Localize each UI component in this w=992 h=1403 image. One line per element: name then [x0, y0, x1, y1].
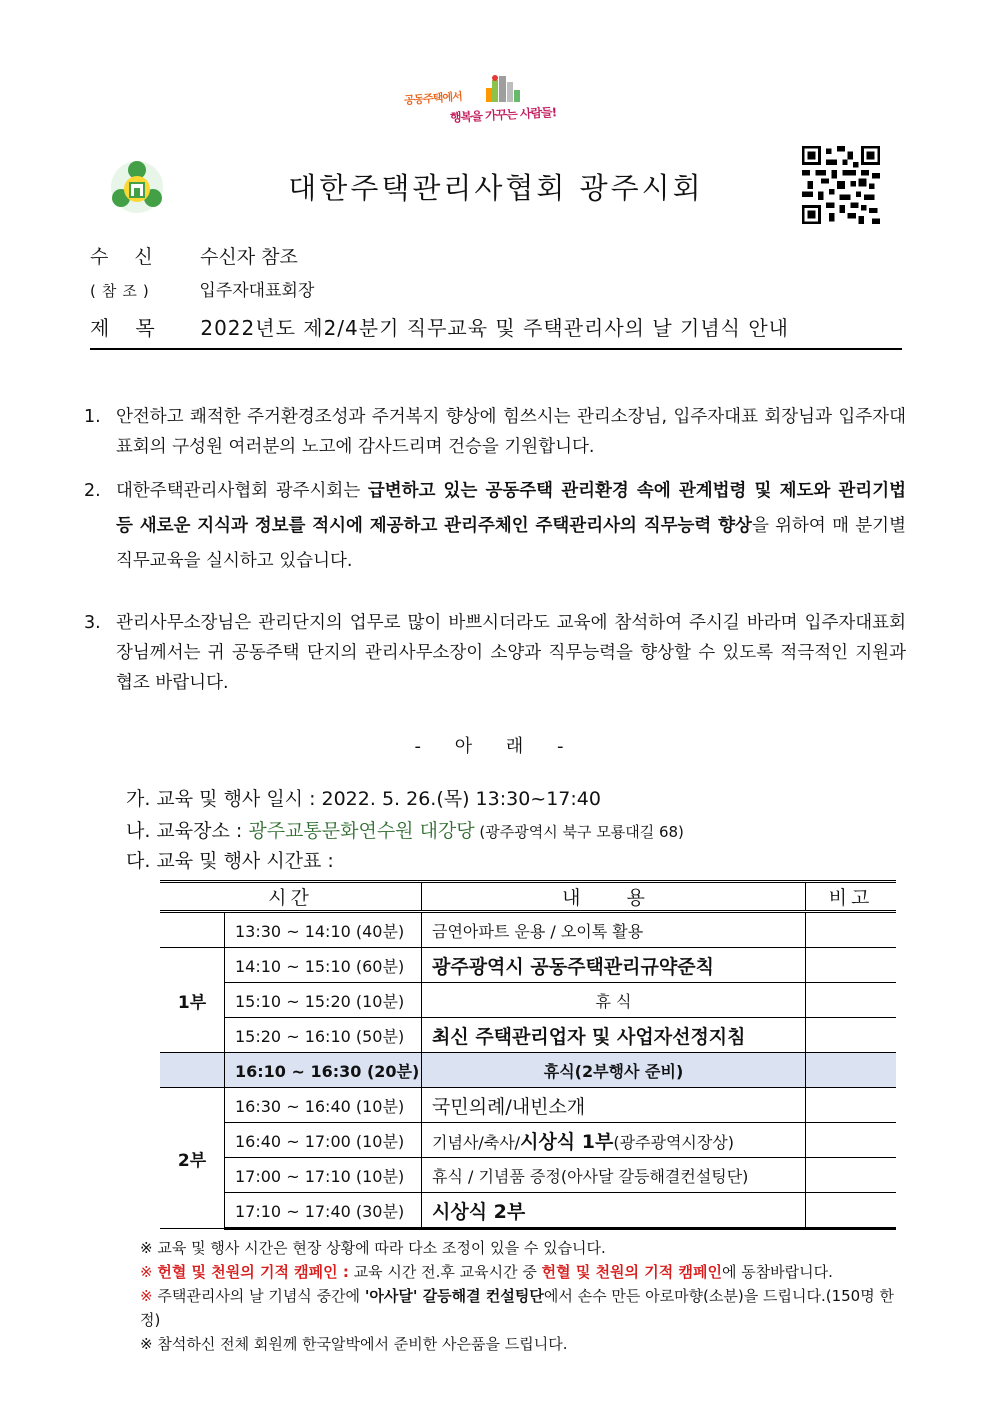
building-icon: [484, 74, 522, 102]
note-text: 에서 손수 만든 아로마향(소분)을 드립니다.(150명 한정): [140, 1287, 894, 1329]
slogan-logo: [400, 72, 590, 132]
row-content: 광주광역시 공동주택관리규약준칙: [422, 948, 806, 983]
row-content: 휴식 / 기념품 증정(아사달 갈등해결컨설팅단): [422, 1158, 806, 1193]
reference-label: (참조): [90, 282, 155, 300]
note-mark: ※: [140, 1263, 153, 1281]
qr-code-icon: [802, 146, 880, 224]
row-time: 16:30 ~ 16:40 (10분): [225, 1088, 422, 1123]
note-text: 교육 시간 전.후 교육시간 중: [348, 1263, 542, 1281]
note-text: 에 동참바랍니다.: [721, 1263, 833, 1281]
row-time: 13:30 ~ 14:10 (40분): [225, 912, 422, 948]
table-row: [160, 1158, 896, 1193]
row-content: 최신 주택관리업자 및 사업자선정지침: [422, 1018, 806, 1053]
note-1: [140, 1236, 910, 1260]
header-divider: [90, 348, 902, 350]
organization-title: 대한주택관리사협회 광주시회: [288, 171, 704, 205]
paragraph-text: 관리사무소장님은 관리단지의 업무로 많이 바쁘시더라도 교육에 참석하여 주시길 바라며 입주자대표회장님께서는 귀 공동주택 단지의 관리사무소장이 소양과 직무능력을 향상할 수 있도록 적극적인 지원과 협조 바랍니다.: [116, 613, 906, 693]
row-content: 휴식(2부행사 준비): [422, 1053, 806, 1088]
row-content: 금연아파트 운용 / 오이톡 활용: [422, 912, 806, 948]
venue-place: 광주교통문화연수원 대강당: [248, 820, 475, 842]
note-text: 주택관리사의 날 기념식 중간에: [157, 1287, 365, 1305]
part-label: 2부: [160, 1088, 225, 1229]
row-content: [422, 1123, 806, 1158]
note-4: [140, 1332, 910, 1356]
row-time: 16:10 ~ 16:30 (20분): [225, 1053, 422, 1088]
content-part: 기념사/축사/: [432, 1132, 521, 1152]
note-mark: ※: [140, 1287, 153, 1305]
reference-value: 입주자대표회장: [199, 281, 315, 301]
row-time: 17:10 ~ 17:40 (30분): [225, 1193, 422, 1229]
note-mark: ※: [140, 1239, 153, 1257]
paragraph-3: [84, 608, 906, 698]
paragraph-text: 을 위하여 매 분기별 직무교육을 실시하고 있습니다.: [116, 516, 906, 571]
recipient-value: 수신자 참조: [200, 246, 298, 268]
note-emphasis: 헌혈 및 천원의 기적 캠페인 :: [157, 1263, 349, 1281]
paragraph-emphasis: 급변하고 있는 공동주택 관리환경 속에 관계법령 및 제도와 관리기법 등 새로운 지식과 정보를 적시에 제공하고 관리주체인 주택관리사의 직무능력 향상: [116, 481, 907, 536]
row-content: 휴 식: [422, 983, 806, 1018]
recipient-row: [90, 242, 298, 269]
note-text: 참석하신 전체 회원께 한국알박에서 준비한 사은품을 드립니다.: [157, 1335, 568, 1353]
section-title: - 아 래 -: [414, 736, 578, 757]
paragraph-number: 1.: [84, 407, 101, 427]
note-text: 교육 및 행사 시간은 현장 상황에 따라 다소 조정이 있을 수 있습니다.: [157, 1239, 606, 1257]
table-header-row: [160, 882, 896, 912]
row-time: 15:20 ~ 16:10 (50분): [225, 1018, 422, 1053]
note-3: [140, 1284, 910, 1332]
item-datetime: 가. 교육 및 행사 일시 : 2022. 5. 26.(목) 13:30~17:40: [126, 788, 601, 810]
header-content: 내 용: [422, 882, 806, 912]
venue-address: (광주광역시 북구 모룡대길 68): [474, 823, 684, 841]
row-content: 시상식 2부: [422, 1193, 806, 1229]
paragraph-1: [84, 402, 906, 462]
venue-label: 나. 교육장소 :: [126, 820, 249, 842]
notes: [140, 1236, 910, 1356]
part-label: 1부: [160, 948, 225, 1053]
note-emphasis: 헌혈 및 천원의 기적 캠페인: [541, 1263, 722, 1281]
table-row: [160, 1018, 896, 1053]
note-2: [140, 1260, 910, 1284]
subject-value: 2022년도 제2/4분기 직무교육 및 주택관리사의 날 기념식 안내: [200, 316, 789, 340]
table-row: [160, 1088, 896, 1123]
paragraph-2: [84, 474, 906, 579]
content-emphasis: 시상식 1부: [520, 1130, 614, 1153]
content-part: (광주광역시장상): [613, 1132, 735, 1152]
table-row: [160, 983, 896, 1018]
slogan-line2: 행복을 가꾸는 사람들!: [449, 105, 557, 125]
note-mark: ※: [140, 1335, 153, 1353]
table-row: [160, 1123, 896, 1158]
row-time: 16:40 ~ 17:00 (10분): [225, 1123, 422, 1158]
recipient-label: 수신: [90, 246, 179, 268]
paragraph-text: 안전하고 쾌적한 주거환경조성과 주거복지 향상에 힘쓰시는 관리소장님, 입주자대표 회장님과 입주자대표회의 구성원 여러분의 노고에 감사드리며 건승을 기원합니다.: [116, 407, 906, 457]
note-emphasis: '아사달' 갈등해결 컨설팅단: [364, 1287, 544, 1305]
row-time: 14:10 ~ 15:10 (60분): [225, 948, 422, 983]
header-time: 시간: [160, 882, 422, 912]
paragraph-number: 2.: [84, 481, 101, 501]
subject-label: 제목: [90, 316, 181, 340]
item-venue: [126, 816, 684, 843]
schedule-table: [160, 880, 896, 1230]
table-row: [160, 948, 896, 983]
row-time: 15:10 ~ 15:20 (10분): [225, 983, 422, 1018]
paragraph-number: 3.: [84, 613, 101, 633]
table-row: [160, 1053, 896, 1088]
table-row: [160, 912, 896, 948]
paragraph-text: 대한주택관리사협회 광주시회는: [116, 481, 368, 501]
header-note: 비고: [806, 882, 897, 912]
subject-row: [90, 312, 789, 341]
item-schedule: 다. 교육 및 행사 시간표 :: [126, 850, 334, 872]
table-row: [160, 1193, 896, 1229]
row-content: 국민의례/내빈소개: [422, 1088, 806, 1123]
slogan-line1: 공동주택에서: [403, 89, 463, 107]
row-time: 17:00 ~ 17:10 (10분): [225, 1158, 422, 1193]
reference-row: [90, 276, 314, 301]
